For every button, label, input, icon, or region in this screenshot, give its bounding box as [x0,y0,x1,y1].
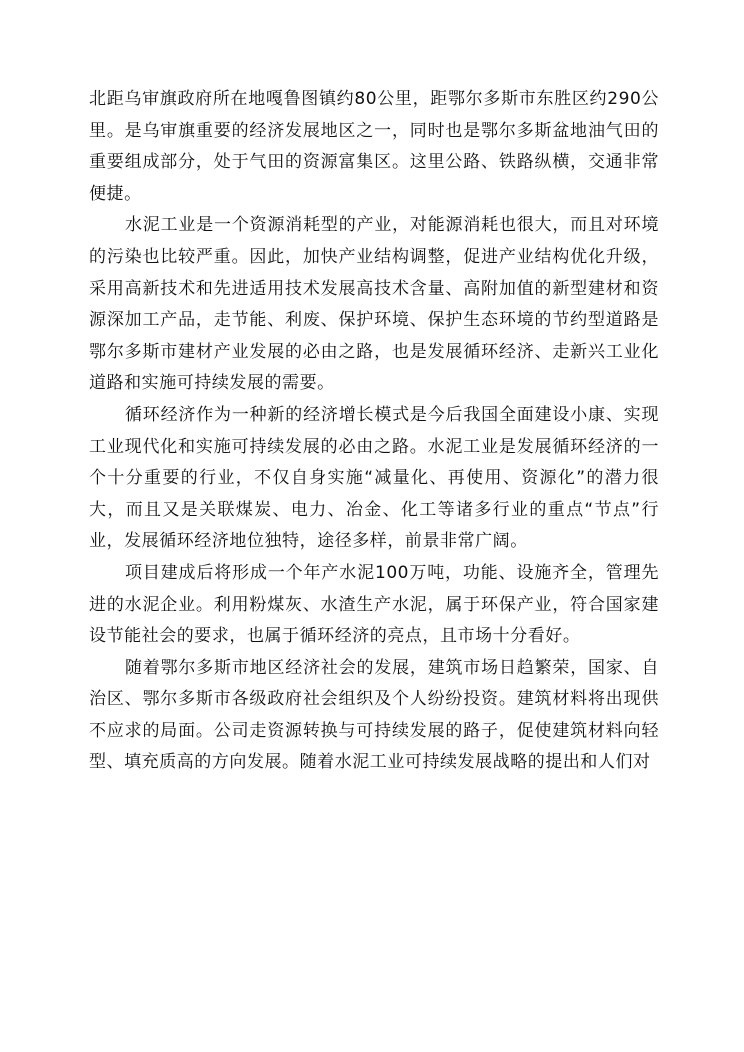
document-body [89,84,659,779]
paragraph-project-outcome: 项目建成后将形成一个年产水泥100万吨，功能、设施齐全，管理先进的水泥企业。利用粉煤灰、水渣生产水泥，属于环保产业，符合国家建设节能社会的要求，也属于循环经济的亮点，且市场十分看好。 [89,562,659,647]
paragraph-circular-economy: 循环经济作为一种新的经济增长模式是今后我国全面建设小康、实现工业现代化和实施可持续发展的必由之路。水泥工业是发展循环经济的一个十分重要的行业，不仅自身实施“减量化、再使用、资源化”的潜力很大，而且又是关联煤炭、电力、冶金、化工等诸多行业的重点“节点”行业，发展循环经济地位独特，途径多样，前景非常广阔。 [89,404,659,552]
paragraph-location: 北距乌审旗政府所在地嘎鲁图镇约80公里，距鄂尔多斯市东胜区约290公里。是乌审旗重要的经济发展地区之一，同时也是鄂尔多斯盆地油气田的重要组成部分，处于气田的资源富集区。这里公路、铁路纵横，交通非常便捷。 [89,89,659,204]
paragraph-cement-industry: 水泥工业是一个资源消耗型的产业，对能源消耗也很大，而且对环境的污染也比较严重。因此，加快产业结构调整，促进产业结构优化升级，采用高新技术和先进适用技术发展高技术含量、高附加值的新型建材和资源深加工产品，走节能、利废、保护环境、保护生态环境的节约型道路是鄂尔多斯市建材产业发展的必由之路，也是发展循环经济、走新兴工业化道路和实施可持续发展的需要。 [89,215,659,394]
paragraph-market-development: 随着鄂尔多斯市地区经济社会的发展，建筑市场日趋繁荣，国家、自治区、鄂尔多斯市各级政府社会组织及个人纷纷投资。建筑材料将出现供不应求的局面。公司走资源转换与可持续发展的路子，促使建筑材料向轻型、填充质高的方向发展。随着水泥工业可持续发展战略的提出和人们对 [89,657,659,773]
